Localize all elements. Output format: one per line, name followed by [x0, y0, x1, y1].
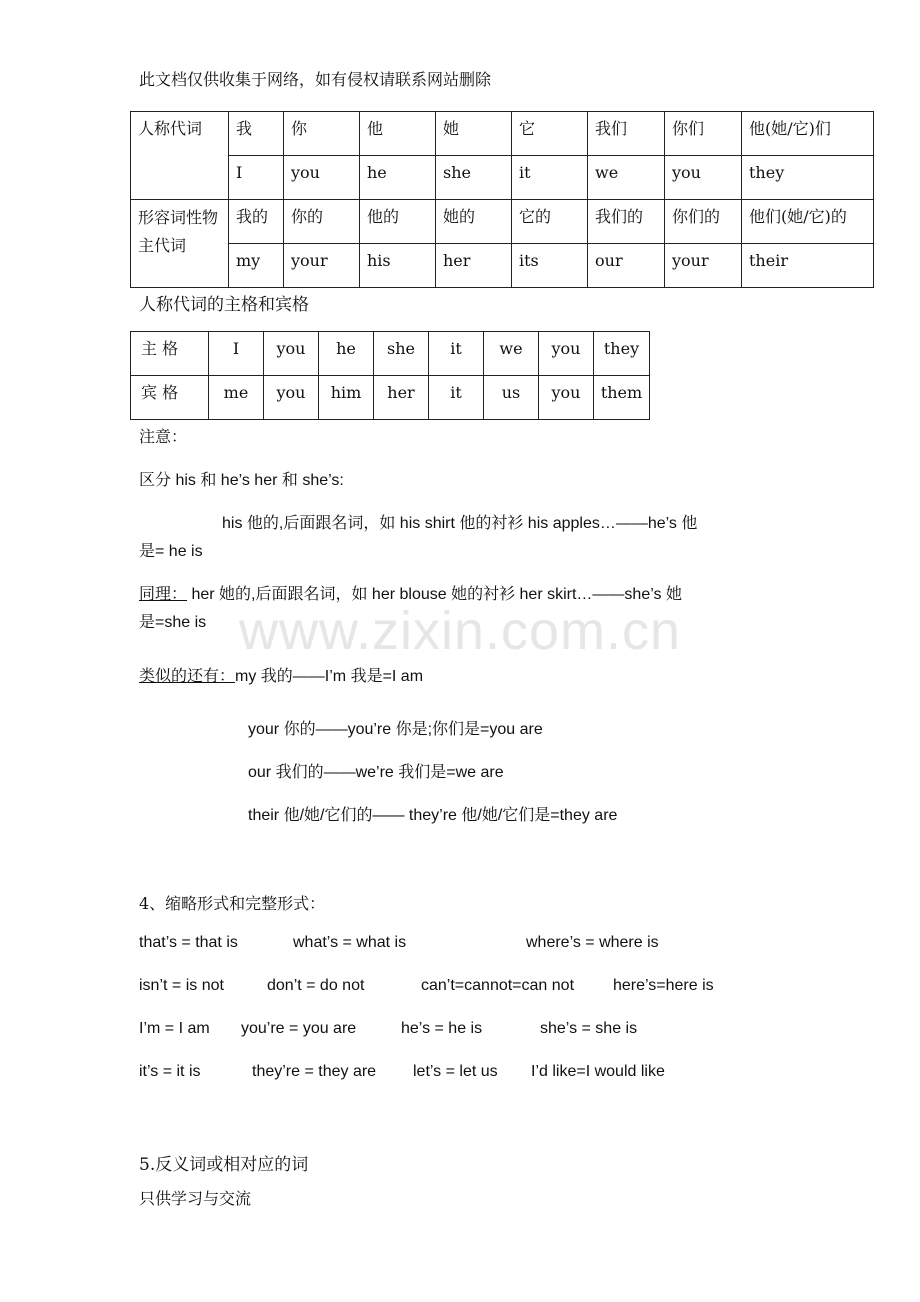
table-cell: I	[209, 332, 264, 376]
table-cell: you	[264, 376, 319, 420]
table-cell: your	[284, 244, 360, 288]
table-cell: they	[594, 332, 650, 376]
contraction-item: where’s = where is	[526, 934, 659, 951]
contraction-item: can’t=cannot=can not	[421, 977, 575, 994]
table-cell: 我们	[588, 112, 665, 156]
table-cell: her	[374, 376, 429, 420]
table-cell: I	[229, 156, 284, 200]
his-line-2: 是= he is	[139, 543, 203, 560]
table-cell: 她	[436, 112, 512, 156]
table-cell: it	[429, 376, 484, 420]
contraction-item: let’s = let us	[413, 1063, 498, 1080]
table-cell: 它	[512, 112, 588, 156]
table-cell: me	[209, 376, 264, 420]
my-line-text: my 我的——I’m 我是=I am	[235, 668, 424, 685]
table-cell: 他(她/它)们	[742, 112, 874, 156]
contraction-item: I’m = I am	[139, 1020, 210, 1037]
table-cell: he	[319, 332, 374, 376]
contraction-item: they’re = they are	[252, 1063, 377, 1080]
contraction-item: she’s = she is	[540, 1020, 638, 1037]
their-line: their 他/她/它们的—— they’re 他/她/它们是=they are	[248, 807, 618, 824]
nominative-label: 主 格	[131, 332, 209, 376]
table-cell: 他的	[360, 200, 436, 244]
table-cell: my	[229, 244, 284, 288]
pronoun-label-cell	[131, 112, 229, 200]
similar-label: 类似的还有：	[139, 666, 236, 685]
our-line: our 我们的——we’re 我们是=we are	[248, 764, 504, 781]
table-cell: you	[539, 332, 594, 376]
table-cell: 你	[284, 112, 360, 156]
contraction-item: he’s = he is	[401, 1020, 483, 1037]
note-label: 注意：	[139, 427, 188, 446]
table-cell: he	[360, 156, 436, 200]
table-cell: us	[484, 376, 539, 420]
table-cell: we	[484, 332, 539, 376]
pronoun-label: 人称代词	[138, 119, 203, 138]
her-line-2: 是=she is	[139, 614, 207, 631]
my-line	[139, 663, 423, 686]
objective-label: 宾 格	[131, 376, 209, 420]
table-cell: you	[264, 332, 319, 376]
contraction-item: that’s = that is	[139, 934, 238, 951]
table-cell: 我们的	[588, 200, 665, 244]
watermark: www.zixin.com.cn	[238, 601, 682, 661]
table-cell: 他	[360, 112, 436, 156]
section5-title: 5.反义词或相对应的词	[139, 1155, 309, 1175]
table-cell: its	[512, 244, 588, 288]
pronoun-table	[130, 111, 874, 288]
table-cell: your	[665, 244, 742, 288]
table-cell: you	[539, 376, 594, 420]
adjective-label: 形容词性物主代词	[138, 208, 219, 255]
table-cell: his	[360, 244, 436, 288]
table-cell: him	[319, 376, 374, 420]
contraction-item: it’s = it is	[139, 1063, 201, 1080]
contraction-item: I’d like=I would like	[531, 1063, 665, 1080]
adjective-label-cell	[131, 200, 229, 288]
table-cell: she	[374, 332, 429, 376]
table-cell: 它的	[512, 200, 588, 244]
table-cell: 我	[229, 112, 284, 156]
contraction-item: what’s = what is	[293, 934, 407, 951]
table-cell: you	[284, 156, 360, 200]
table-cell: our	[588, 244, 665, 288]
table-cell: we	[588, 156, 665, 200]
table-cell: 我的	[229, 200, 284, 244]
table-cell: you	[665, 156, 742, 200]
her-line-1	[139, 581, 682, 604]
contraction-item: you’re = you are	[241, 1020, 357, 1037]
his-line-1: his 他的,后面跟名词，如 his shirt 他的衬衫 his apples…——he’s 他	[222, 515, 698, 532]
distinguish-line: 区分 his 和 he’s her 和 she’s:	[139, 472, 344, 489]
table-cell: they	[742, 156, 874, 200]
her-line-text: her 她的,后面跟名词，如 her blouse 她的衬衫 her skirt…——she’s 她	[187, 586, 682, 603]
table-cell: them	[594, 376, 650, 420]
contraction-item: isn’t = is not	[139, 977, 224, 994]
case-table	[130, 331, 650, 420]
table-cell: she	[436, 156, 512, 200]
contraction-item: don’t = do not	[267, 977, 365, 994]
table-cell: it	[512, 156, 588, 200]
section4-title: 4、缩略形式和完整形式：	[139, 894, 326, 913]
table-cell: their	[742, 244, 874, 288]
table-cell: 她的	[436, 200, 512, 244]
your-line: your 你的——you’re 你是;你们是=you are	[248, 721, 543, 738]
table-cell: it	[429, 332, 484, 376]
table-cell: 你们	[665, 112, 742, 156]
same-label: 同理：	[139, 584, 188, 603]
table2-title: 人称代词的主格和宾格	[139, 295, 309, 315]
table-cell: 他们(她/它)的	[742, 200, 874, 244]
table-cell: 你的	[284, 200, 360, 244]
table-cell: 你们的	[665, 200, 742, 244]
header-disclaimer: 此文档仅供收集于网络，如有侵权请联系网站删除	[139, 70, 492, 89]
contraction-item: here’s=here is	[613, 977, 714, 994]
footer: 只供学习与交流	[139, 1189, 252, 1208]
table-cell: her	[436, 244, 512, 288]
